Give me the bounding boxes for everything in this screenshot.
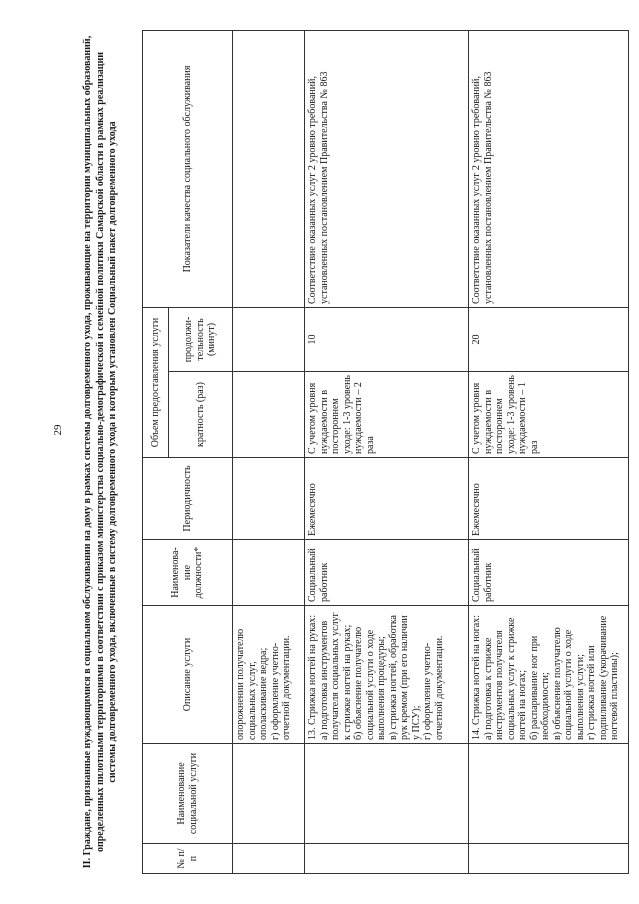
- table-row: [233, 31, 305, 874]
- description-line: б) объяснение получателю социальной услуги о ходе выполнения процедуры;: [353, 626, 387, 740]
- header-quality: Показатели качества социального обслуживания: [143, 31, 233, 308]
- description-line: в) стрижка ногтей, обработка рук кремом (при его наличии у ПСУ);: [387, 615, 422, 740]
- description-line: г) оформление учетно-отчетной документации.: [269, 635, 292, 740]
- cell-service-name: [233, 744, 305, 844]
- section-heading: II. Граждане, признанные нуждающимися в социальном обслуживании на дому в рамках системы долговременного ухода, проживающие на территории муниципальных образований, определенных пилотными территориями в соответствии с приказом министерства социально-демографической и семейной политики Самарской области в рамках реализации системы долговременного ухода, включенные в систему долговременного ухода и которым установлен Социальный пакет долговременного ухода: [82, 35, 118, 869]
- cell-num: [233, 844, 305, 874]
- header-num: № п/п: [143, 844, 233, 874]
- cell-num: [469, 844, 629, 874]
- document-sheet: [80, 30, 620, 874]
- cell-description: [305, 606, 469, 744]
- cell-periodicity: [233, 458, 305, 540]
- services-table: [142, 30, 629, 874]
- description-line: 14. Стрижка ногтей на ногах:: [471, 614, 482, 740]
- cell-num: [305, 844, 469, 874]
- header-service-name: Наименование социальной услуги: [143, 744, 233, 844]
- page-number: 29: [52, 424, 64, 436]
- cell-multiplicity: [233, 372, 305, 458]
- cell-multiplicity: С учетом уровня нуждаемости в постороннем уходе: 1-3 уровень нуждаемости – 1 раз: [469, 372, 629, 458]
- header-description: Описание услуги: [143, 606, 233, 744]
- cell-description: [233, 606, 305, 744]
- cell-multiplicity: С учетом уровня нуждаемости в постороннем уходе: 1-3 уровень нуждаемости – 2 раза: [305, 372, 469, 458]
- cell-position: Социальный работник: [469, 540, 629, 606]
- description-line: в) объяснение получателю социальной услуги о ходе выполнения услуги;: [551, 627, 586, 740]
- header-periodicity: Периодичность: [143, 458, 233, 540]
- cell-quality: [233, 31, 305, 308]
- description-line: г) стрижка ногтей или подпиливание (укорачивание ногтевой пластины);: [586, 615, 620, 740]
- description-line: ополаскивание ведра;: [258, 647, 269, 740]
- cell-periodicity: Ежемесячно: [469, 458, 629, 540]
- header-duration: продолжи-тельность (минут): [169, 307, 233, 371]
- description-line: а) подготовка инструментов получателя социальных услуг к стрижке ногтей на руках;: [318, 612, 353, 740]
- cell-service-name: [305, 744, 469, 844]
- table-row: [305, 31, 469, 874]
- cell-service-name: [469, 744, 629, 844]
- description-line: а) подготовка к стрижке инструментов получателя социальных услуг к стрижке ногтей на ногах;: [482, 617, 528, 740]
- header-volume: Объем предоставления услуги: [143, 307, 169, 457]
- description-line: 13. Стрижка ногтей на руках:: [307, 614, 318, 740]
- cell-position: Социальный работник: [305, 540, 469, 606]
- cell-periodicity: Ежемесячно: [305, 458, 469, 540]
- description-line: г) оформление учетно-отчетной документации.: [422, 635, 445, 740]
- cell-position: [233, 540, 305, 606]
- cell-duration: 20: [469, 307, 629, 371]
- description-line: опорожнении получателю социальных услуг,: [235, 628, 258, 740]
- table-row: [469, 31, 629, 874]
- cell-duration: 10: [305, 307, 469, 371]
- description-line: б) распаривание ног при необходимости;: [528, 635, 551, 740]
- cell-quality: Соответствие оказанных услуг 2 уровню требований, установленных постановлением Правительства № 863: [305, 31, 469, 308]
- cell-description: [469, 606, 629, 744]
- header-position: Наименова-ние должности*: [143, 540, 233, 606]
- cell-quality: Соответствие оказанных услуг 2 уровню требований, установленных постановлением Правительства № 863: [469, 31, 629, 308]
- header-multiplicity: кратность (раз): [169, 372, 233, 458]
- cell-duration: [233, 307, 305, 371]
